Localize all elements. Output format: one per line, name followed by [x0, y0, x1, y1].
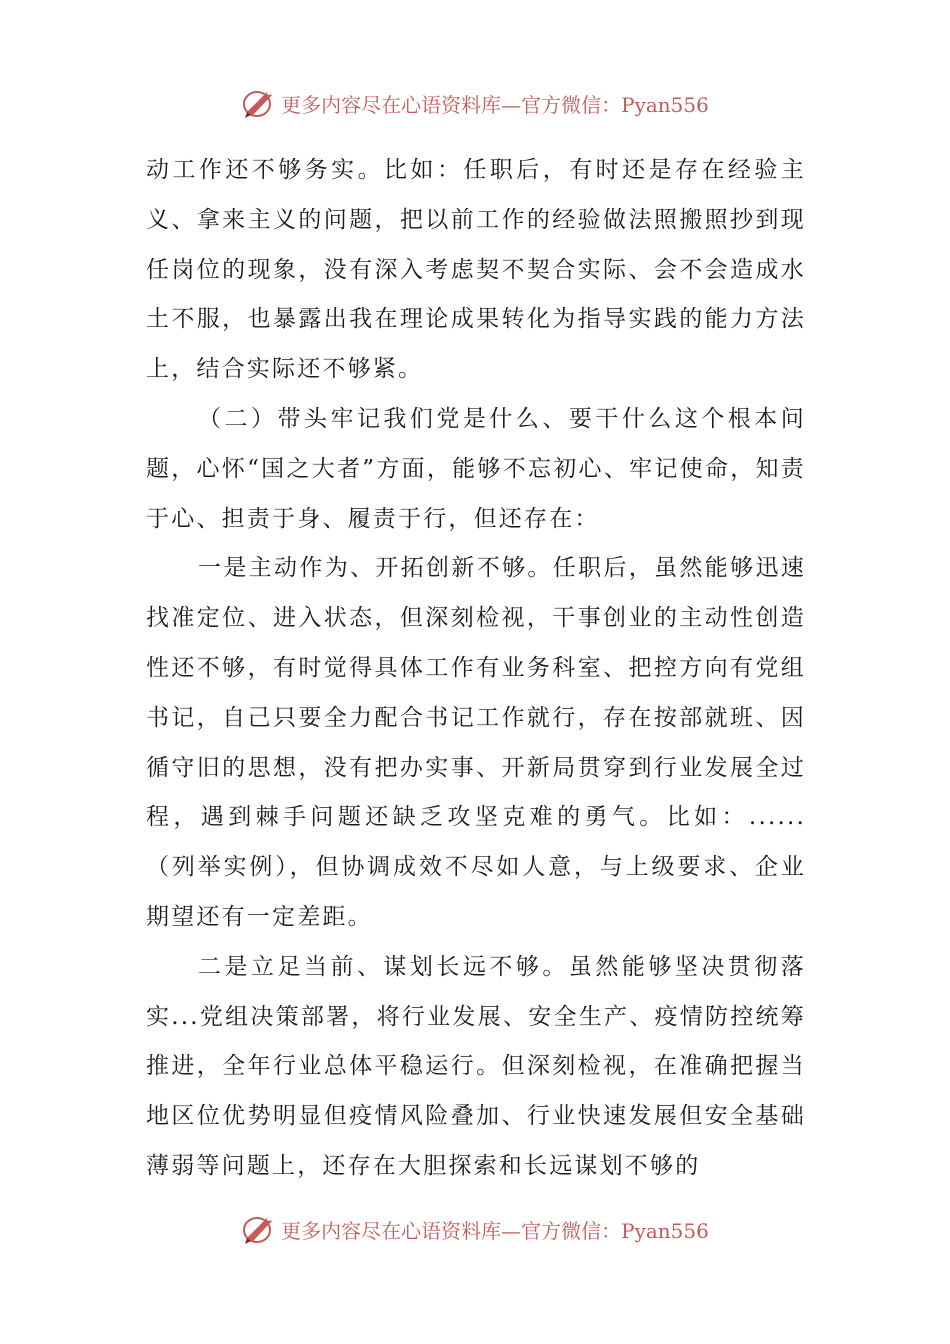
paragraph-4: 二是立足当前、谋划长远不够。虽然能够坚决贯彻落实...党组决策部署，将行业发展、安全生产、疫情防控统筹推进，全年行业总体平稳运行。但深刻检视，在准确把握当地区位优势明显但疫情风险叠加、行业快速发展但安全基础薄弱等问题上，还存在大胆探索和长远谋划不够的	[146, 953, 806, 1179]
footer-banner	[0, 1207, 950, 1251]
footer-banner-text: 更多内容尽在心语资料库—官方微信：Pyan556	[281, 1218, 709, 1243]
pen-logo-icon	[241, 86, 277, 120]
paragraph-1: 动工作还不够务实。比如：任职后，有时还是存在经验主义、拿来主义的问题，把以前工作的经验做法照搬照抄到现任岗位的现象，没有深入考虑契不契合实际、会不会造成水土不服，也暴露出我在理论成果转化为指导实践的能力方法上，结合实际还不够紧。	[146, 157, 806, 383]
header-banner-text: 更多内容尽在心语资料库—官方微信：Pyan556	[281, 92, 709, 117]
pen-logo-icon	[241, 1212, 277, 1246]
header-banner	[0, 81, 950, 125]
paragraph-3: 一是主动作为、开拓创新不够。任职后，虽然能够迅速找准定位、进入状态，但深刻检视，干事创业的主动性创造性还不够，有时觉得具体工作有业务科室、把控方向有党组书记，自己只要全力配合书记工作就行，存在按部就班、因循守旧的思想，没有把办实事、开新局贯穿到行业发展全过程，遇到棘手问题还缺乏攻坚克难的勇气。比如：......（列举实例），但协调成效不尽如人意，与上级要求、企业期望还有一定差距。	[146, 555, 806, 930]
body-text	[146, 146, 806, 1192]
paragraph-2: （二）带头牢记我们党是什么、要干什么这个根本问题，心怀“国之大者”方面，能够不忘初心、牢记使命，知责于心、担责于身、履责于行，但还存在：	[146, 405, 806, 532]
